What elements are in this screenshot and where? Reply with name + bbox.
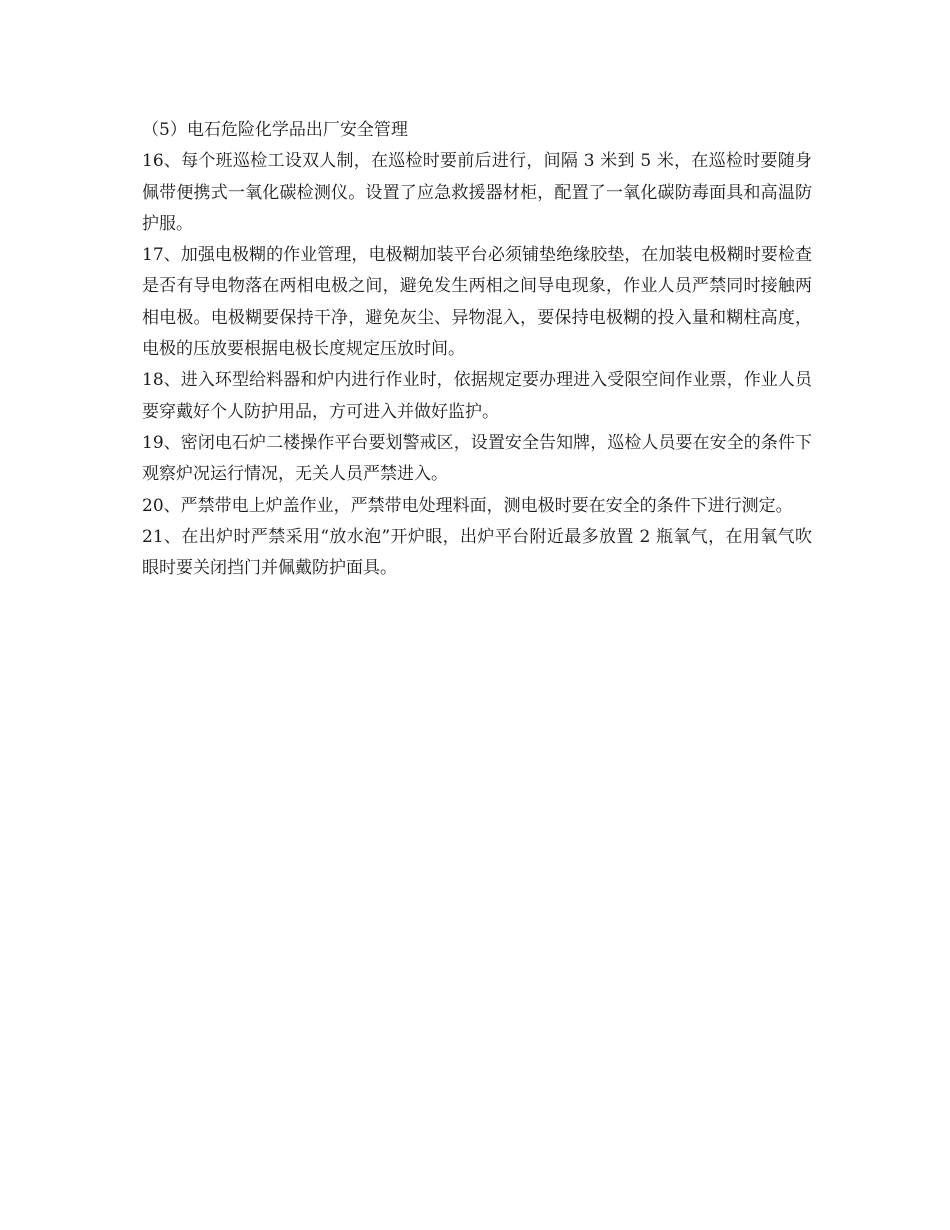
section-heading: （5）电石危险化学品出厂安全管理 (142, 120, 408, 140)
paragraph-18: 18、进入环型给料器和炉内进行作业时，依据规定要办理进入受限空间作业票，作业人员要穿戴好个人防护用品，方可进入并做好监护。 (142, 370, 812, 422)
document-body (142, 115, 812, 584)
paragraph-20: 20、严禁带电上炉盖作业，严禁带电处理料面，测电极时要在安全的条件下进行测定。 (142, 495, 793, 516)
paragraph-16: 16、每个班巡检工设双人制，在巡检时要前后进行，间隔 3 米到 5 米，在巡检时要随身佩带便携式一氧化碳检测仪。设置了应急救援器材柜，配置了一氧化碳防毒面具和高温防护服。 (142, 151, 812, 234)
paragraph-19: 19、密闭电石炉二楼操作平台要划警戒区，设置安全告知牌，巡检人员要在安全的条件下观察炉况运行情况，无关人员严禁进入。 (142, 432, 812, 485)
paragraph-17: 17、加强电极糊的作业管理，电极糊加装平台必须铺垫绝缘胶垫，在加装电极糊时要检查是否有导电物落在两相电极之间，避免发生两相之间导电现象，作业人员严禁同时接触两相电极。电极糊要保持干净，避免灰尘、异物混入，要保持电极糊的投入量和糊柱高度，电极的压放要根据电极长度规定压放时间。 (142, 245, 812, 360)
paragraph-21: 21、在出炉时严禁采用“放水泡”开炉眼，出炉平台附近最多放置 2 瓶氧气，在用氧气吹眼时要关闭挡门并佩戴防护面具。 (142, 526, 812, 579)
